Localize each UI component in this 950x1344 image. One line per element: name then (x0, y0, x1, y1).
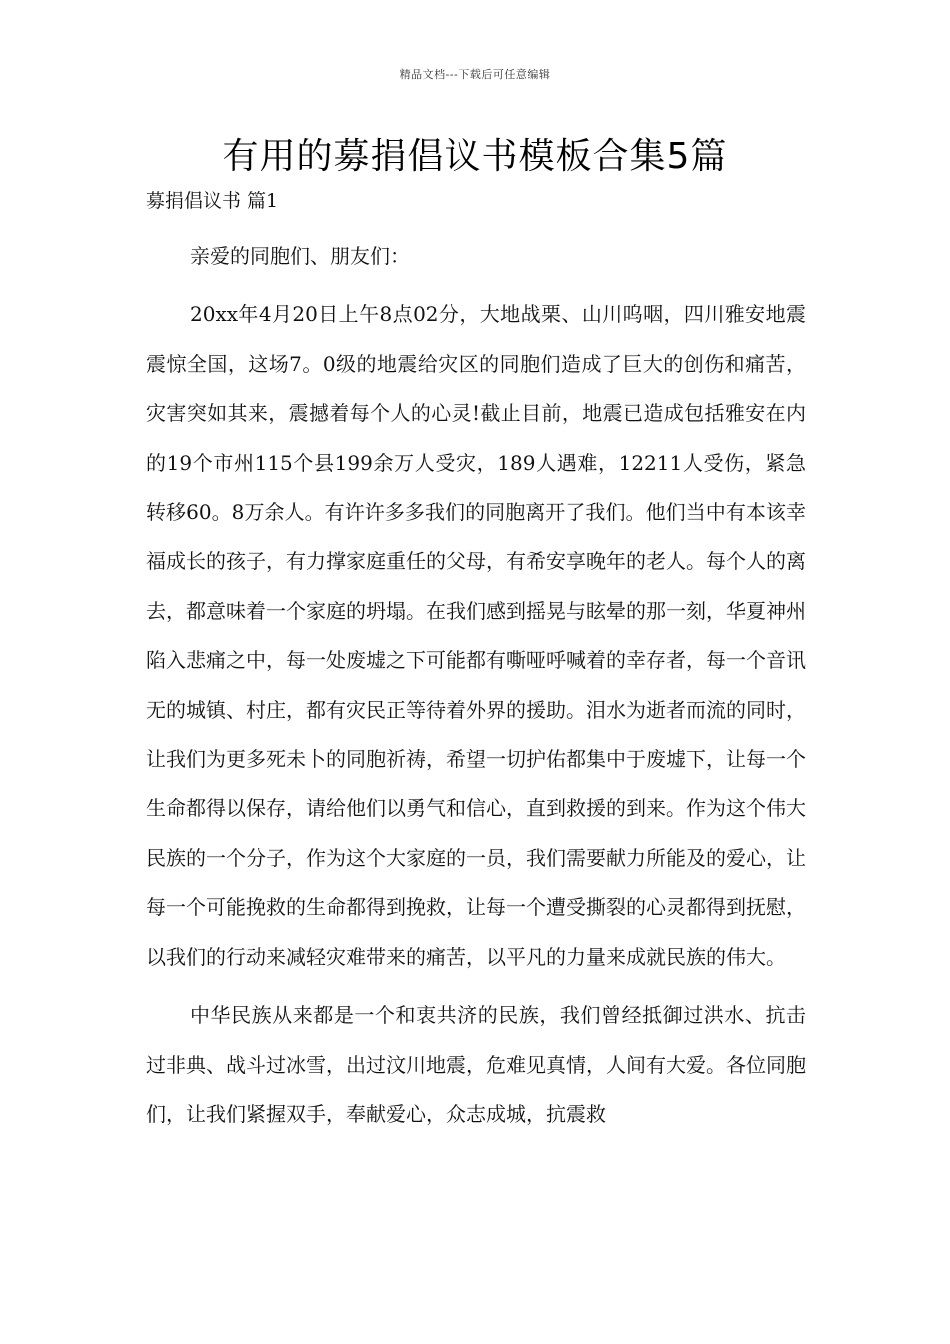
greeting-paragraph: 亲爱的同胞们、朋友们： (190, 244, 410, 268)
body-paragraph: 20xx年4月20日上午8点02分，大地战栗、山川呜咽，四川雅安地震震惊全国，这场7。0级的地震给灾区的同胞们造成了巨大的创伤和痛苦，灾害突如其来，震撼着每个人的心灵!截止目前，地震已造成包括雅安在内的19个市州115个县199余万人受灾，189人遇难，12211人受伤，紧急转移60。8万余人。有许许多多我们的同胞离开了我们。他们当中有本该幸福成长的孩子，有力撑家庭重任的父母，有希安享晚年的老人。每个人的离去，都意味着一个家庭的坍塌。在我们感到摇晃与眩晕的那一刻，华夏神州陷入悲痛之中，每一处废墟之下可能都有嘶哑呼喊着的幸存者，每一个音讯无的城镇、村庄，都有灾民正等待着外界的援助。泪水为逝者而流的同时，让我们为更多死未卜的同胞祈祷，希望一切护佑都集中于废墟下，让每一个生命都得以保存，请给他们以勇气和信心，直到救援的到来。作为这个伟大民族的一个分子，作为这个大家庭的一员，我们需要献力所能及的爱心，让每一个可能挽救的生命都得到挽救，让每一个遭受撕裂的心灵都得到抚慰，以我们的行动来减轻灾难带来的痛苦，以平凡的力量来成就民族的伟大。 (146, 302, 806, 969)
header-note: 精品文档---下载后可任意编辑 (399, 68, 551, 81)
body-paragraph: 中华民族从来都是一个和衷共济的民族，我们曾经抵御过洪水、抗击过非典、战斗过冰雪，出过汶川地震，危难见真情，人间有大爱。各位同胞们，让我们紧握双手，奉献爱心，众志成城，抗震救 (146, 1003, 806, 1126)
section-heading: 募捐倡议书 篇1 (146, 190, 279, 212)
document-title: 有用的募捐倡议书模板合集5篇 (222, 136, 728, 177)
body-text (146, 232, 806, 1139)
